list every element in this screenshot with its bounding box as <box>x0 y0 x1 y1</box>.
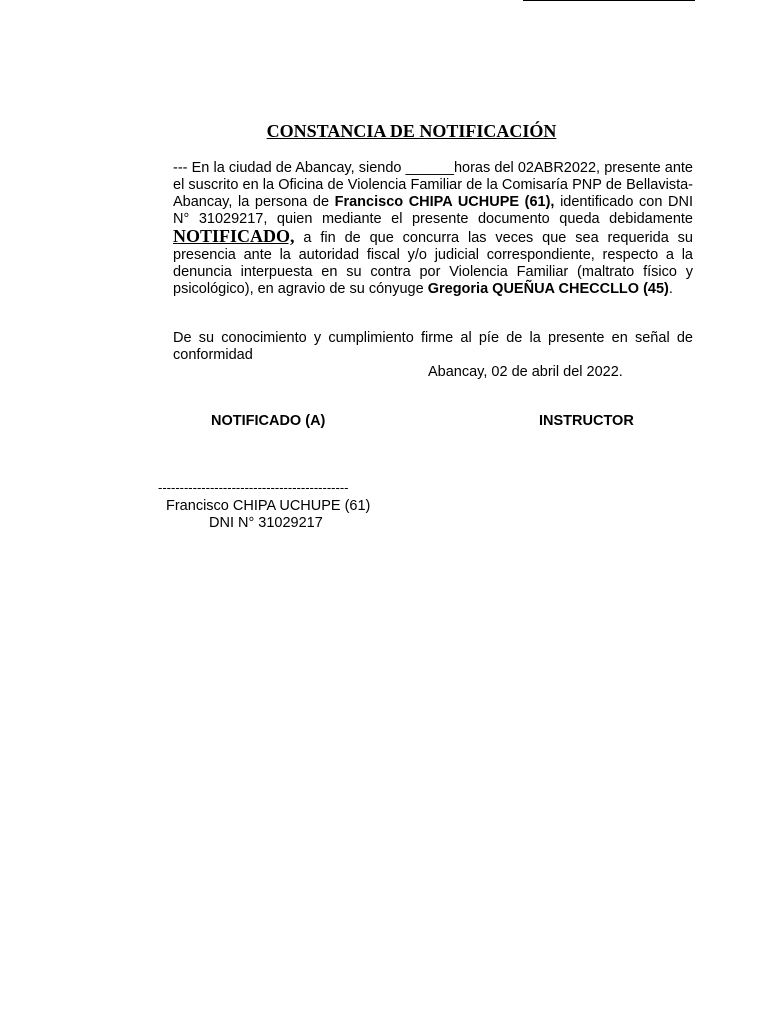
notified-person-name: Francisco CHIPA UCHUPE (61), <box>334 194 555 210</box>
paragraph-text-2: identificado con DNI N° 31029217, quien mediante el presente documento queda debidamente <box>173 194 693 227</box>
notification-paragraph <box>173 160 693 298</box>
signer-dni: DNI N° 31029217 <box>209 515 323 531</box>
date-line: Abancay, 02 de abril del 2022. <box>428 364 623 380</box>
victim-name: Gregoria QUEÑUA CHECCLLO (45) <box>427 281 669 297</box>
paragraph-text-3: a fin de que concurra las veces que sea requerida su presencia ante la autoridad fiscal y/o judicial correspondiente, respecto a la denuncia interpuesta en su contra por Violencia Familiar (maltrato físico y psicológico), en agravio de su cónyuge <box>173 230 693 297</box>
paragraph-text-1: --- En la ciudad de Abancay, siendo ______horas del 02ABR2022, presente ante el suscrito en la Oficina de Violencia Familiar de la Comisaría PNP de Bellavista-Abancay, la persona de <box>173 160 693 210</box>
notified-word: NOTIFICADO, <box>173 226 295 246</box>
instructor-signature-label: INSTRUCTOR <box>539 413 634 429</box>
signature-line: -------------------------------------------- <box>158 480 349 495</box>
header-rule <box>523 0 695 1</box>
document-title: CONSTANCIA DE NOTIFICACIÓN <box>266 121 557 141</box>
notified-signature-label: NOTIFICADO (A) <box>211 413 326 429</box>
paragraph-end: . <box>668 281 673 297</box>
conformity-paragraph: De su conocimiento y cumplimiento firme al píe de la presente en señal de conformidad <box>173 330 693 363</box>
signer-name: Francisco CHIPA UCHUPE (61) <box>166 498 371 514</box>
